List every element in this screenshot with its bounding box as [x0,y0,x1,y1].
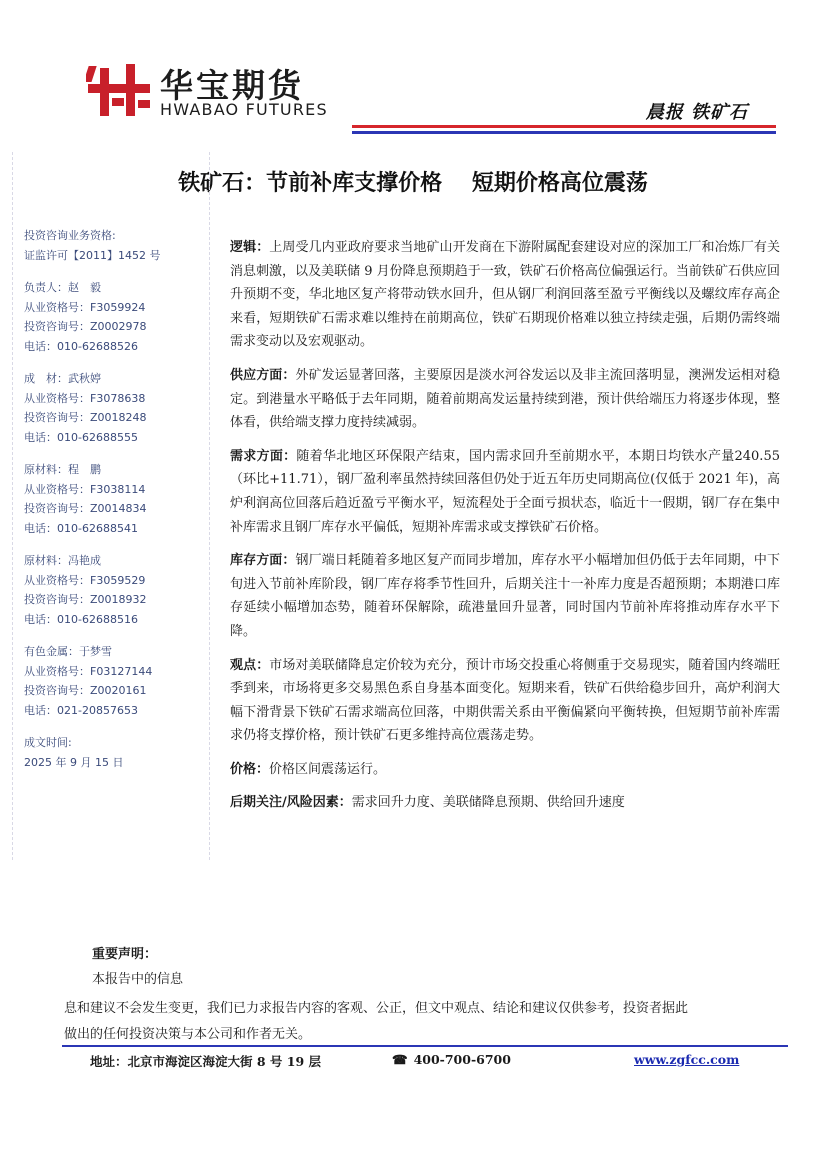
analyst-practice-id: 从业资格号：F3059529 [24,573,146,587]
inventory-text: 钢厂端日耗随着多地区复产而同步增加，库存水平小幅增加但仍低于去年同期，中下旬进入节前补库阶段，钢厂库存将季节性回升，后期关注十一补库力度是否超预期；本期港口库存延续小幅增加态势，随着环保解除，疏港量回升显著，同时国内节前补库将推动库存水平下降。 [230,553,780,639]
analyst-consult-id: 投资咨询号：Z0020161 [24,684,147,697]
analyst-consult-id: 投资咨询号：Z0014834 [24,502,147,515]
risk-text: 需求回升力度、美联储降息预期、供给回升速度 [351,795,625,811]
demand-paragraph [230,445,780,539]
disclaimer-line: 息和建议不会发生变更，我们已力求报告内容的客观、公正，但文中观点、结论和建议仅供参考，投资者据此 [64,1001,689,1016]
analyst-phone: 电话：010-62688516 [24,612,138,626]
analyst-role: 有色金属：于梦雪 [24,645,112,658]
inventory-paragraph [230,549,780,643]
header-blue-rule [352,131,776,134]
analyst-phone: 电话：010-62688555 [24,430,138,444]
analyst-phone: 电话：010-62688541 [24,521,138,535]
qualification-block [24,226,194,265]
analyst-role: 成 材：武秋婷 [24,372,101,385]
analyst-practice-id: 从业资格号：F03127144 [24,664,153,678]
price-label: 价格： [230,761,270,777]
price-text: 价格区间震荡运行。 [269,761,387,777]
telephone-icon: ☎ [392,1052,408,1067]
risk-paragraph [230,791,780,815]
analyst-block [24,369,194,447]
analyst-practice-id: 从业资格号：F3078638 [24,391,146,405]
analyst-block [24,460,194,538]
publish-time-block [24,733,194,772]
logo-mark-icon [86,62,152,118]
footer-website-link[interactable]: www.zgfcc.com [634,1052,740,1067]
supply-text: 外矿发运显著回落，主要原因是淡水河谷发运以及非主流回落明显，澳洲发运相对稳定。到港量水平略低于去年同期，随着前期高发运量持续到港，预计供给端压力将逐步体现，整体看，供给端支撑力度持续减弱。 [230,367,780,431]
analyst-phone: 电话：010-62688526 [24,339,138,353]
qualification-value: 证监许可【2011】1452 号 [24,248,161,262]
supply-paragraph [230,364,780,435]
analyst-block [24,278,194,356]
analyst-role: 原材料：程 鹏 [24,463,101,476]
logo-english-name: HWABAO FUTURES [160,100,328,119]
analyst-consult-id: 投资咨询号：Z0018932 [24,593,147,606]
analyst-consult-id: 投资咨询号：Z0002978 [24,320,147,333]
footer-phone-number: 400-700-6700 [413,1052,511,1067]
disclaimer-line: 做出的任何投资决策与本公司和作者无关。 [64,1027,312,1042]
disclaimer-line: 本报告中的信息 [92,972,184,987]
logo-chinese-name: 华宝期货 [160,66,304,105]
footer-phone [392,1052,511,1067]
logic-paragraph [230,236,780,354]
view-text: 市场对美联储降息定价较为充分，预计市场交投重心将侧重于交易现实，随着国内终端旺季到来，市场将更多交易黑色系自身基本面变化。短期来看，铁矿石供给稳步回升，高炉利润大幅下滑背景下铁矿石需求端高位回落，中期供需关系由平衡偏紧向平衡转换，但短期节前补库需求仍将支撑价格，预计铁矿石更多维持高位震荡走势。 [230,657,780,744]
inventory-label: 库存方面： [230,553,296,569]
logic-label: 逻辑： [230,240,270,255]
view-paragraph [230,654,780,748]
publish-time-label: 成文时间: [24,736,72,749]
qualification-label: 投资咨询业务资格: [24,229,116,242]
price-paragraph [230,758,780,782]
demand-text: 随着华北地区环保限产结束，国内需求回升至前期水平，本期日均铁水产量240.55（环比+11.71），钢厂盈利率虽然持续回落但仍处于近五年历史同期高位(仅低于 2021 年)，高炉利润高位回落后趋近盈亏平衡水平，短流程处于全面亏损状态，临近十一假期，钢厂存在集中补库需求且钢厂库存水平偏低，短期补库需求或支撑铁矿石价格。 [230,448,780,535]
footer-rule [62,1045,788,1047]
company-logo [86,62,326,120]
report-body [230,236,780,825]
analyst-consult-id: 投资咨询号：Z0018248 [24,411,147,424]
analyst-role: 负责人：赵 毅 [24,281,101,294]
analyst-practice-id: 从业资格号：F3038114 [24,482,146,496]
view-label: 观点： [230,657,270,673]
supply-label: 供应方面： [230,367,296,383]
analyst-sidebar [24,226,194,785]
analyst-role: 原材料：冯艳成 [24,554,101,567]
logic-text: 上周受几内亚政府要求当地矿山开发商在下游附属配套建设对应的深加工厂和冶炼厂有关消息刺激，以及美联储 9 月份降息预期趋于一致，铁矿石价格高位偏强运行。当前铁矿石供应回升预期不变，华北地区复产将带动铁水回升，但从钢厂利润回落至盈亏平衡线以及螺纹库存高企来看，短期铁矿石需求难以维持在前期高位，铁矿石期现价格难以独立持续走强，后期仍需终端需求变动以及宏观驱动。 [230,240,780,350]
demand-label: 需求方面： [230,448,297,464]
disclaimer-title: 重要声明： [92,947,158,962]
analyst-practice-id: 从业资格号：F3059924 [24,300,146,314]
footer-address: 地址：北京市海淀区海淀大街 8 号 19 层 [90,1054,322,1069]
analyst-block [24,551,194,629]
header-red-rule [352,125,776,128]
analyst-phone: 电话：021-20857653 [24,703,138,717]
publish-time-value: 2025 年 9 月 15 日 [24,755,124,769]
report-type-tag: 晨报 铁矿石 [645,102,748,123]
risk-label: 后期关注/风险因素： [230,795,352,811]
analyst-block [24,642,194,720]
report-title: 铁矿石：节前补库支撑价格 短期价格高位震荡 [178,170,648,196]
